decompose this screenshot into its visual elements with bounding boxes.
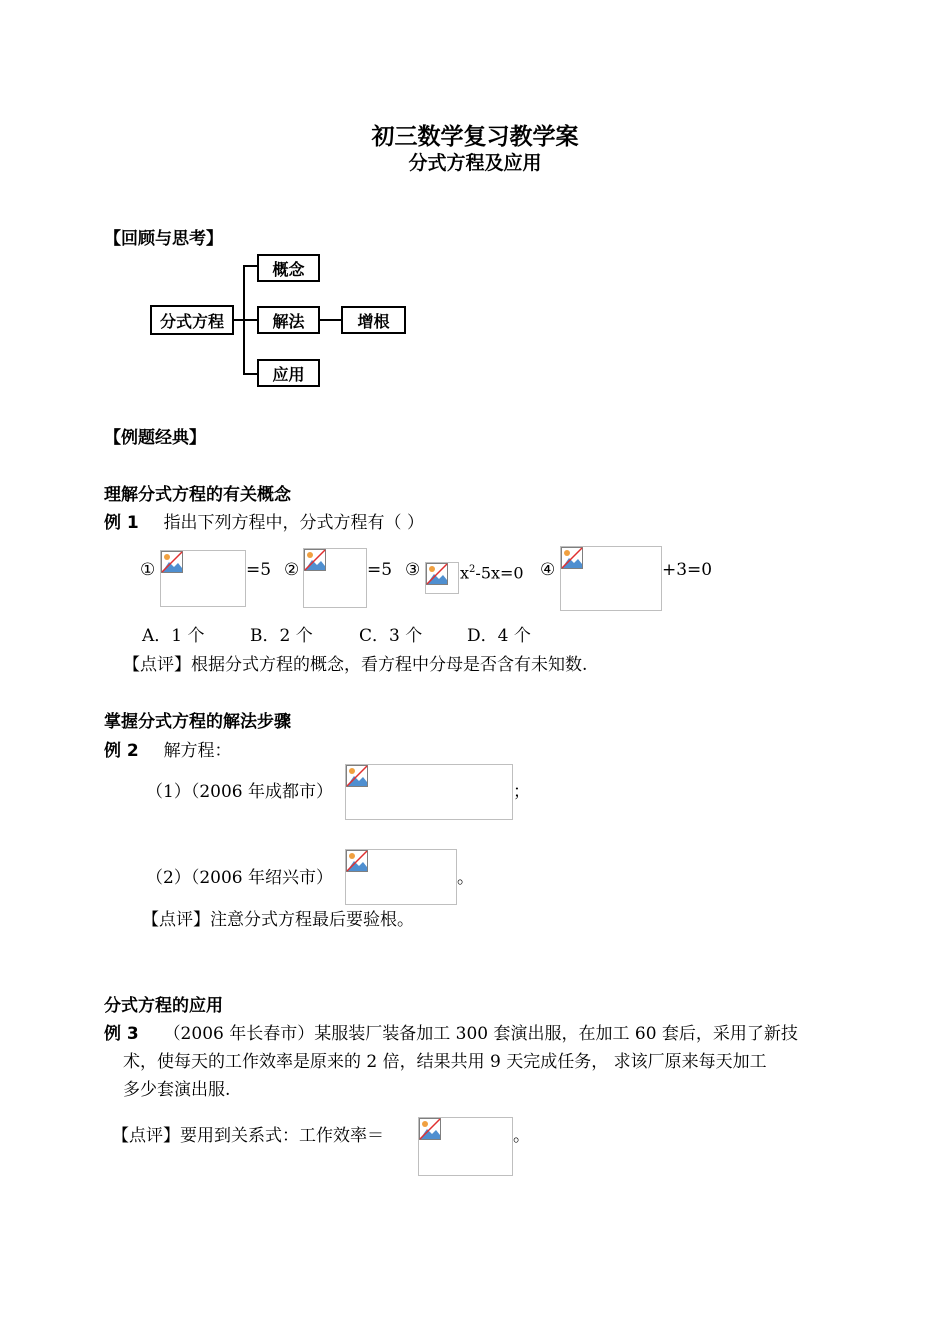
- option-a: A．1 个: [142, 626, 205, 646]
- example2-label: 例 2: [104, 741, 139, 761]
- example3-line2: 术，使每天的工作效率是原来的 2 倍，结果共用 9 天完成任务， 求该厂原来每天加工: [123, 1052, 767, 1072]
- image-placeholder-icon: [161, 551, 183, 573]
- image-placeholder-icon: [346, 850, 368, 872]
- diagram-root-node: 分式方程: [150, 305, 234, 335]
- examples-heading: 【例题经典】: [104, 428, 206, 448]
- example2-question: 解方程：: [163, 741, 232, 761]
- diagram-concept-node: 概念: [257, 254, 320, 282]
- review-heading: 【回顾与思考】: [104, 229, 223, 249]
- section1-title: 理解分式方程的有关概念: [104, 485, 291, 505]
- eq4-formula-image: [560, 546, 662, 611]
- eq3-mark: ③: [405, 560, 421, 580]
- diagram-application-node: 应用: [257, 359, 320, 387]
- eq1-mark: ①: [140, 560, 156, 580]
- eq3-tail: [460, 560, 524, 583]
- example1-question: 指出下列方程中，分式方程有（ ）: [163, 513, 424, 533]
- efficiency-formula-image: [418, 1117, 513, 1176]
- example3-line1: （2006 年长春市）某服装厂装备加工 300 套演出服，在加工 60 套后，采用了新技: [163, 1024, 798, 1044]
- image-placeholder-icon: [419, 1118, 441, 1140]
- eq3-formula-image: [425, 562, 459, 594]
- example3-comment: 【点评】要用到关系式：工作效率＝: [112, 1126, 384, 1146]
- diagram-connector: [243, 319, 258, 321]
- example1-comment: 【点评】根据分式方程的概念，看方程中分母是否含有未知数.: [123, 655, 588, 675]
- eq4-tail: +3=0: [662, 560, 713, 580]
- section3-title: 分式方程的应用: [104, 996, 223, 1016]
- diagram-extraneous-root-node: 增根: [341, 306, 406, 334]
- example2-item2: （2）（2006 年绍兴市）: [146, 868, 333, 888]
- item1-formula-image: [345, 764, 513, 820]
- eq4-mark: ④: [540, 560, 556, 580]
- option-b: B．2 个: [250, 626, 313, 646]
- eq2-mark: ②: [284, 560, 300, 580]
- image-placeholder-icon: [426, 563, 448, 585]
- eq3-exponent: 2: [469, 564, 476, 575]
- eq1-tail: =5: [246, 560, 272, 580]
- eq3-variable: x: [460, 563, 470, 583]
- example3-comment-tail: 。: [513, 1126, 530, 1146]
- item1-tail: ；: [513, 782, 530, 802]
- diagram-connector: [320, 319, 342, 321]
- example2-item1: （1）（2006 年成都市）: [146, 782, 333, 802]
- eq2-tail: =5: [367, 560, 393, 580]
- example3-line3: 多少套演出服.: [123, 1080, 231, 1100]
- diagram-connector: [243, 265, 258, 267]
- image-placeholder-icon: [346, 765, 368, 787]
- diagram-connector: [243, 373, 258, 375]
- option-d: D．4 个: [467, 626, 531, 646]
- eq2-formula-image: [303, 548, 367, 608]
- item2-formula-image: [345, 849, 457, 905]
- diagram-method-node: 解法: [257, 306, 320, 334]
- example2-comment: 【点评】注意分式方程最后要验根。: [142, 910, 414, 930]
- eq1-formula-image: [160, 550, 246, 607]
- item2-tail: 。: [457, 868, 474, 888]
- page-title: 初三数学复习教学案: [371, 123, 579, 150]
- option-c: C．3 个: [359, 626, 423, 646]
- image-placeholder-icon: [304, 549, 326, 571]
- example1-label: 例 1: [104, 513, 139, 533]
- section2-title: 掌握分式方程的解法步骤: [104, 712, 291, 732]
- eq3-rest: -5x=0: [475, 563, 524, 583]
- image-placeholder-icon: [561, 547, 583, 569]
- page-subtitle: 分式方程及应用: [408, 152, 542, 174]
- example3-label: 例 3: [104, 1024, 139, 1044]
